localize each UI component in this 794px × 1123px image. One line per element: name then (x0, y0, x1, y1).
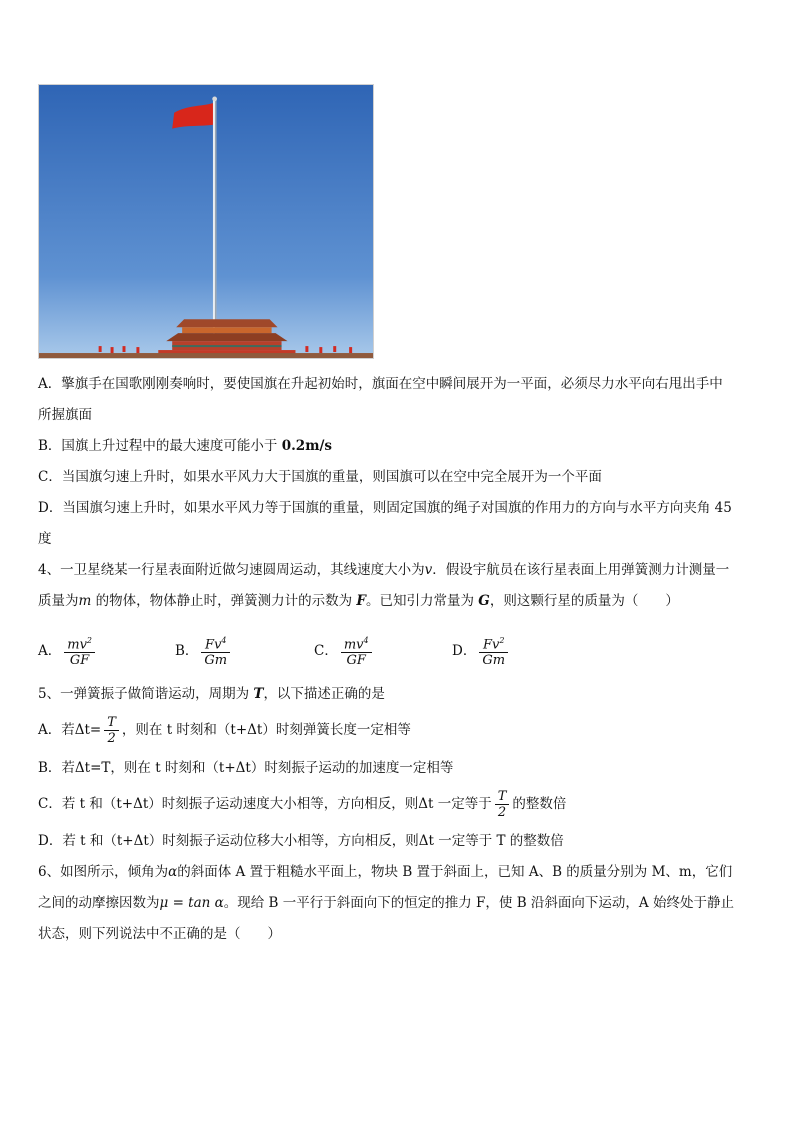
q3-option-b (38, 437, 332, 455)
q4-option-a[interactable] (38, 633, 98, 668)
q6-stem-text: 6、如图所示，倾角为 (38, 864, 169, 880)
flagpole-icon (212, 97, 217, 358)
q4-stem-text-6: ，则这颗行星的质量为（ ） (489, 593, 679, 609)
q4-option-b-label: B． (175, 642, 199, 659)
q4-option-a-denominator: GF (69, 653, 90, 669)
q4-option-d[interactable] (452, 633, 511, 668)
q4-option-c-fraction (341, 633, 372, 668)
q5-stem (38, 685, 385, 703)
q4-option-b-denominator: Gm (204, 653, 228, 669)
q6-friction-formula: μ = tan α (159, 895, 224, 911)
q4-stem-text-5: 。已知引力常量为 (366, 593, 479, 609)
q5-option-c[interactable] (38, 789, 566, 820)
q4-option-d-label: D． (452, 642, 477, 659)
q5-option-a-denominator: 2 (107, 731, 116, 746)
q5-option-c-denominator: 2 (497, 805, 507, 820)
q5-option-c-fraction (495, 789, 510, 820)
q4-stem-text: 4、一卫星绕某一行星表面附近做匀速圆周运动，其线速度大小为 (38, 562, 425, 578)
q5-option-a-text: A．若Δt= (38, 722, 102, 738)
q6-stem-text-3: 之间的动摩擦因数为 (38, 895, 160, 911)
q3-option-d-line2: 度 (38, 531, 52, 547)
q4-option-d-exponent: 2 (499, 636, 505, 645)
q5-stem-text-2: ，以下描述正确的是 (263, 686, 385, 702)
q4-option-d-denominator: Gm (482, 653, 506, 669)
q4-option-a-label: A． (38, 642, 62, 659)
q6-stem-line1 (38, 863, 732, 881)
q5-option-b[interactable]: B．若Δt=T，则在 t 时刻和（t+Δt）时刻振子运动的加速度一定相等 (38, 760, 454, 776)
q4-option-a-exponent: 2 (86, 636, 93, 645)
q3-option-a-line2: 所握旗面 (38, 407, 92, 423)
q4-option-a-num-text: mv (67, 637, 87, 653)
q3-option-c: C．当国旗匀速上升时，如果水平风力大于国旗的重量，则国旗可以在空中完全展开为一个平面 (38, 469, 602, 485)
q6-stem-line2 (38, 894, 734, 912)
q5-option-c-text-2: 的整数倍 (512, 796, 567, 812)
q4-option-d-numerator (479, 633, 508, 653)
q6-angle-symbol: α (168, 864, 178, 880)
q4-option-b-fraction (201, 633, 230, 668)
q4-option-b[interactable] (175, 633, 233, 668)
q6-stem-text-4: 。现给 B 一平行于斜面向下的恒定的推力 F，使 B 沿斜面向下运动，A 始终处于静止 (223, 895, 734, 911)
q6-stem-text-2: 的斜面体 A 置于粗糙水平面上，物块 B 置于斜面上，已知 A、B 的质量分别为 M、m，它们 (177, 864, 733, 880)
q5-option-c-text: C．若 t 和（t+Δt）时刻振子运动速度大小相等，方向相反，则Δt 一定等于 (38, 796, 492, 812)
q5-option-a-fraction (104, 715, 119, 746)
q4-gravity-constant-symbol: G (478, 593, 490, 609)
q4-option-d-fraction (479, 633, 508, 668)
q5-option-c-numerator: T (495, 789, 510, 805)
q4-stem-text-2: ．假设宇航员在该行星表面上用弹簧测力计测量一 (432, 562, 730, 578)
q4-force-symbol: F (356, 593, 366, 609)
q4-option-c-denominator: GF (346, 653, 366, 669)
q3-option-b-value: 0.2m/s (281, 438, 333, 454)
q5-option-d[interactable]: D．若 t 和（t+Δt）时刻振子运动位移大小相等，方向相反，则Δt 一定等于 T 的整数倍 (38, 833, 564, 849)
sky-background (39, 85, 373, 358)
q4-option-a-fraction (64, 633, 95, 668)
q4-option-b-exponent: 4 (221, 636, 227, 645)
q4-stem-line2 (38, 592, 679, 610)
q4-velocity-symbol: v (424, 562, 433, 578)
q4-mass-symbol: m (78, 593, 92, 609)
q4-option-c-exponent: 4 (363, 636, 369, 645)
q5-period-symbol: T (253, 686, 264, 702)
q5-stem-text: 5、一弹簧振子做简谐运动，周期为 (38, 686, 254, 702)
q4-option-b-num-text: Fv (205, 637, 222, 653)
q4-option-c-numerator (341, 633, 372, 653)
q4-stem-text-4: 的物体，物体静止时，弹簧测力计的示数为 (91, 593, 357, 609)
q4-option-b-numerator (201, 633, 230, 653)
q3-option-a-line1: A．擎旗手在国歌刚刚奏响时，要使国旗在升起初始时，旗面在空中瞬间展开为一平面，必须尽力水平向右甩出手中 (38, 376, 723, 392)
q3-option-d-line1: D．当国旗匀速上升时，如果水平风力等于国旗的重量，则固定国旗的绳子对国旗的作用力的方向与水平方向夹角 45 (38, 500, 732, 516)
flag-photo (38, 84, 374, 359)
q4-stem-line1 (38, 561, 729, 579)
q4-stem-text-3: 质量为 (38, 593, 79, 609)
q4-option-c[interactable] (314, 633, 375, 668)
q5-option-a[interactable] (38, 715, 411, 746)
q3-option-b-text: B．国旗上升过程中的最大速度可能小于 (38, 438, 282, 454)
q5-option-a-numerator: T (104, 715, 119, 731)
q5-option-a-text-2: ，则在 t 时刻和（t+Δt）时刻弹簧长度一定相等 (121, 722, 411, 738)
q4-option-c-label: C． (314, 642, 338, 659)
flag-photo-drawing (39, 85, 373, 358)
q6-stem-line3: 状态，则下列说法中不正确的是（ ） (38, 926, 281, 942)
q4-option-d-num-text: Fv (482, 637, 500, 653)
q4-option-c-num-text: mv (343, 637, 364, 653)
q4-option-a-numerator (64, 633, 95, 653)
